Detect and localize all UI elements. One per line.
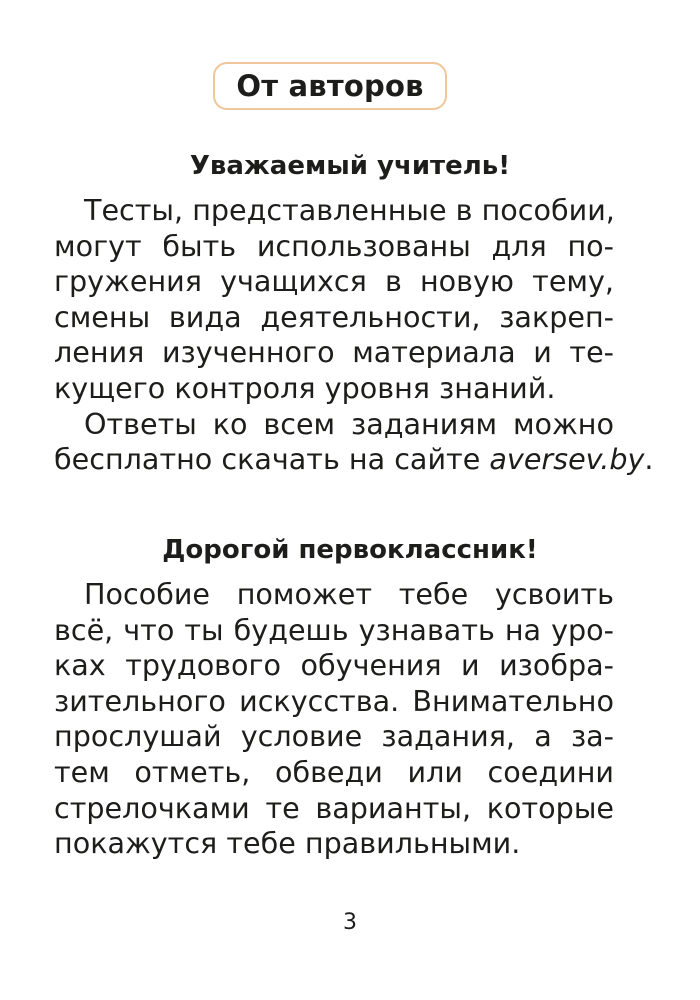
- text-line: тем отметь, обведи или соедини: [54, 754, 614, 789]
- page-title: От авторов: [236, 69, 424, 103]
- teacher-heading: Уважаемый учитель!: [189, 151, 511, 181]
- text-line: Пособие поможет тебе усвоить: [84, 577, 614, 611]
- site-link: aversev.by: [489, 442, 645, 477]
- text-line: прослушай условие задания, а за-: [54, 719, 614, 754]
- teacher-text: [54, 193, 654, 478]
- title-badge: [213, 62, 447, 110]
- text-line: стрелочками те варианты, которые: [54, 790, 614, 825]
- text-fragment: .: [644, 442, 654, 477]
- text-line: Тесты, представленные в пособии,: [84, 193, 615, 227]
- text-line: ления изученного материала и те-: [54, 335, 614, 370]
- text-line: Ответы ко всем заданиям можно: [84, 406, 614, 441]
- text-line-with-site: [54, 442, 654, 478]
- pupil-heading: Дорогой первоклассник!: [162, 535, 538, 565]
- text-fragment: бесплатно скачать на сайте: [54, 442, 490, 477]
- text-line: зительного искусства. Внимательно: [54, 683, 614, 718]
- text-line: смены вида деятельности, закреп-: [54, 299, 614, 334]
- text-line: ках трудового обучения и изобра-: [54, 648, 614, 683]
- text-line: покажутся тебе правильными.: [54, 826, 521, 861]
- text-line: могут быть использованы для по-: [54, 228, 614, 263]
- pupil-text: [54, 577, 614, 862]
- text-line: всё, что ты будешь узнавать на уро-: [54, 612, 614, 647]
- text-line: гружения учащихся в новую тему,: [54, 264, 614, 299]
- text-line: кущего контроля уровня знаний.: [54, 370, 556, 405]
- page-number: 3: [343, 910, 357, 935]
